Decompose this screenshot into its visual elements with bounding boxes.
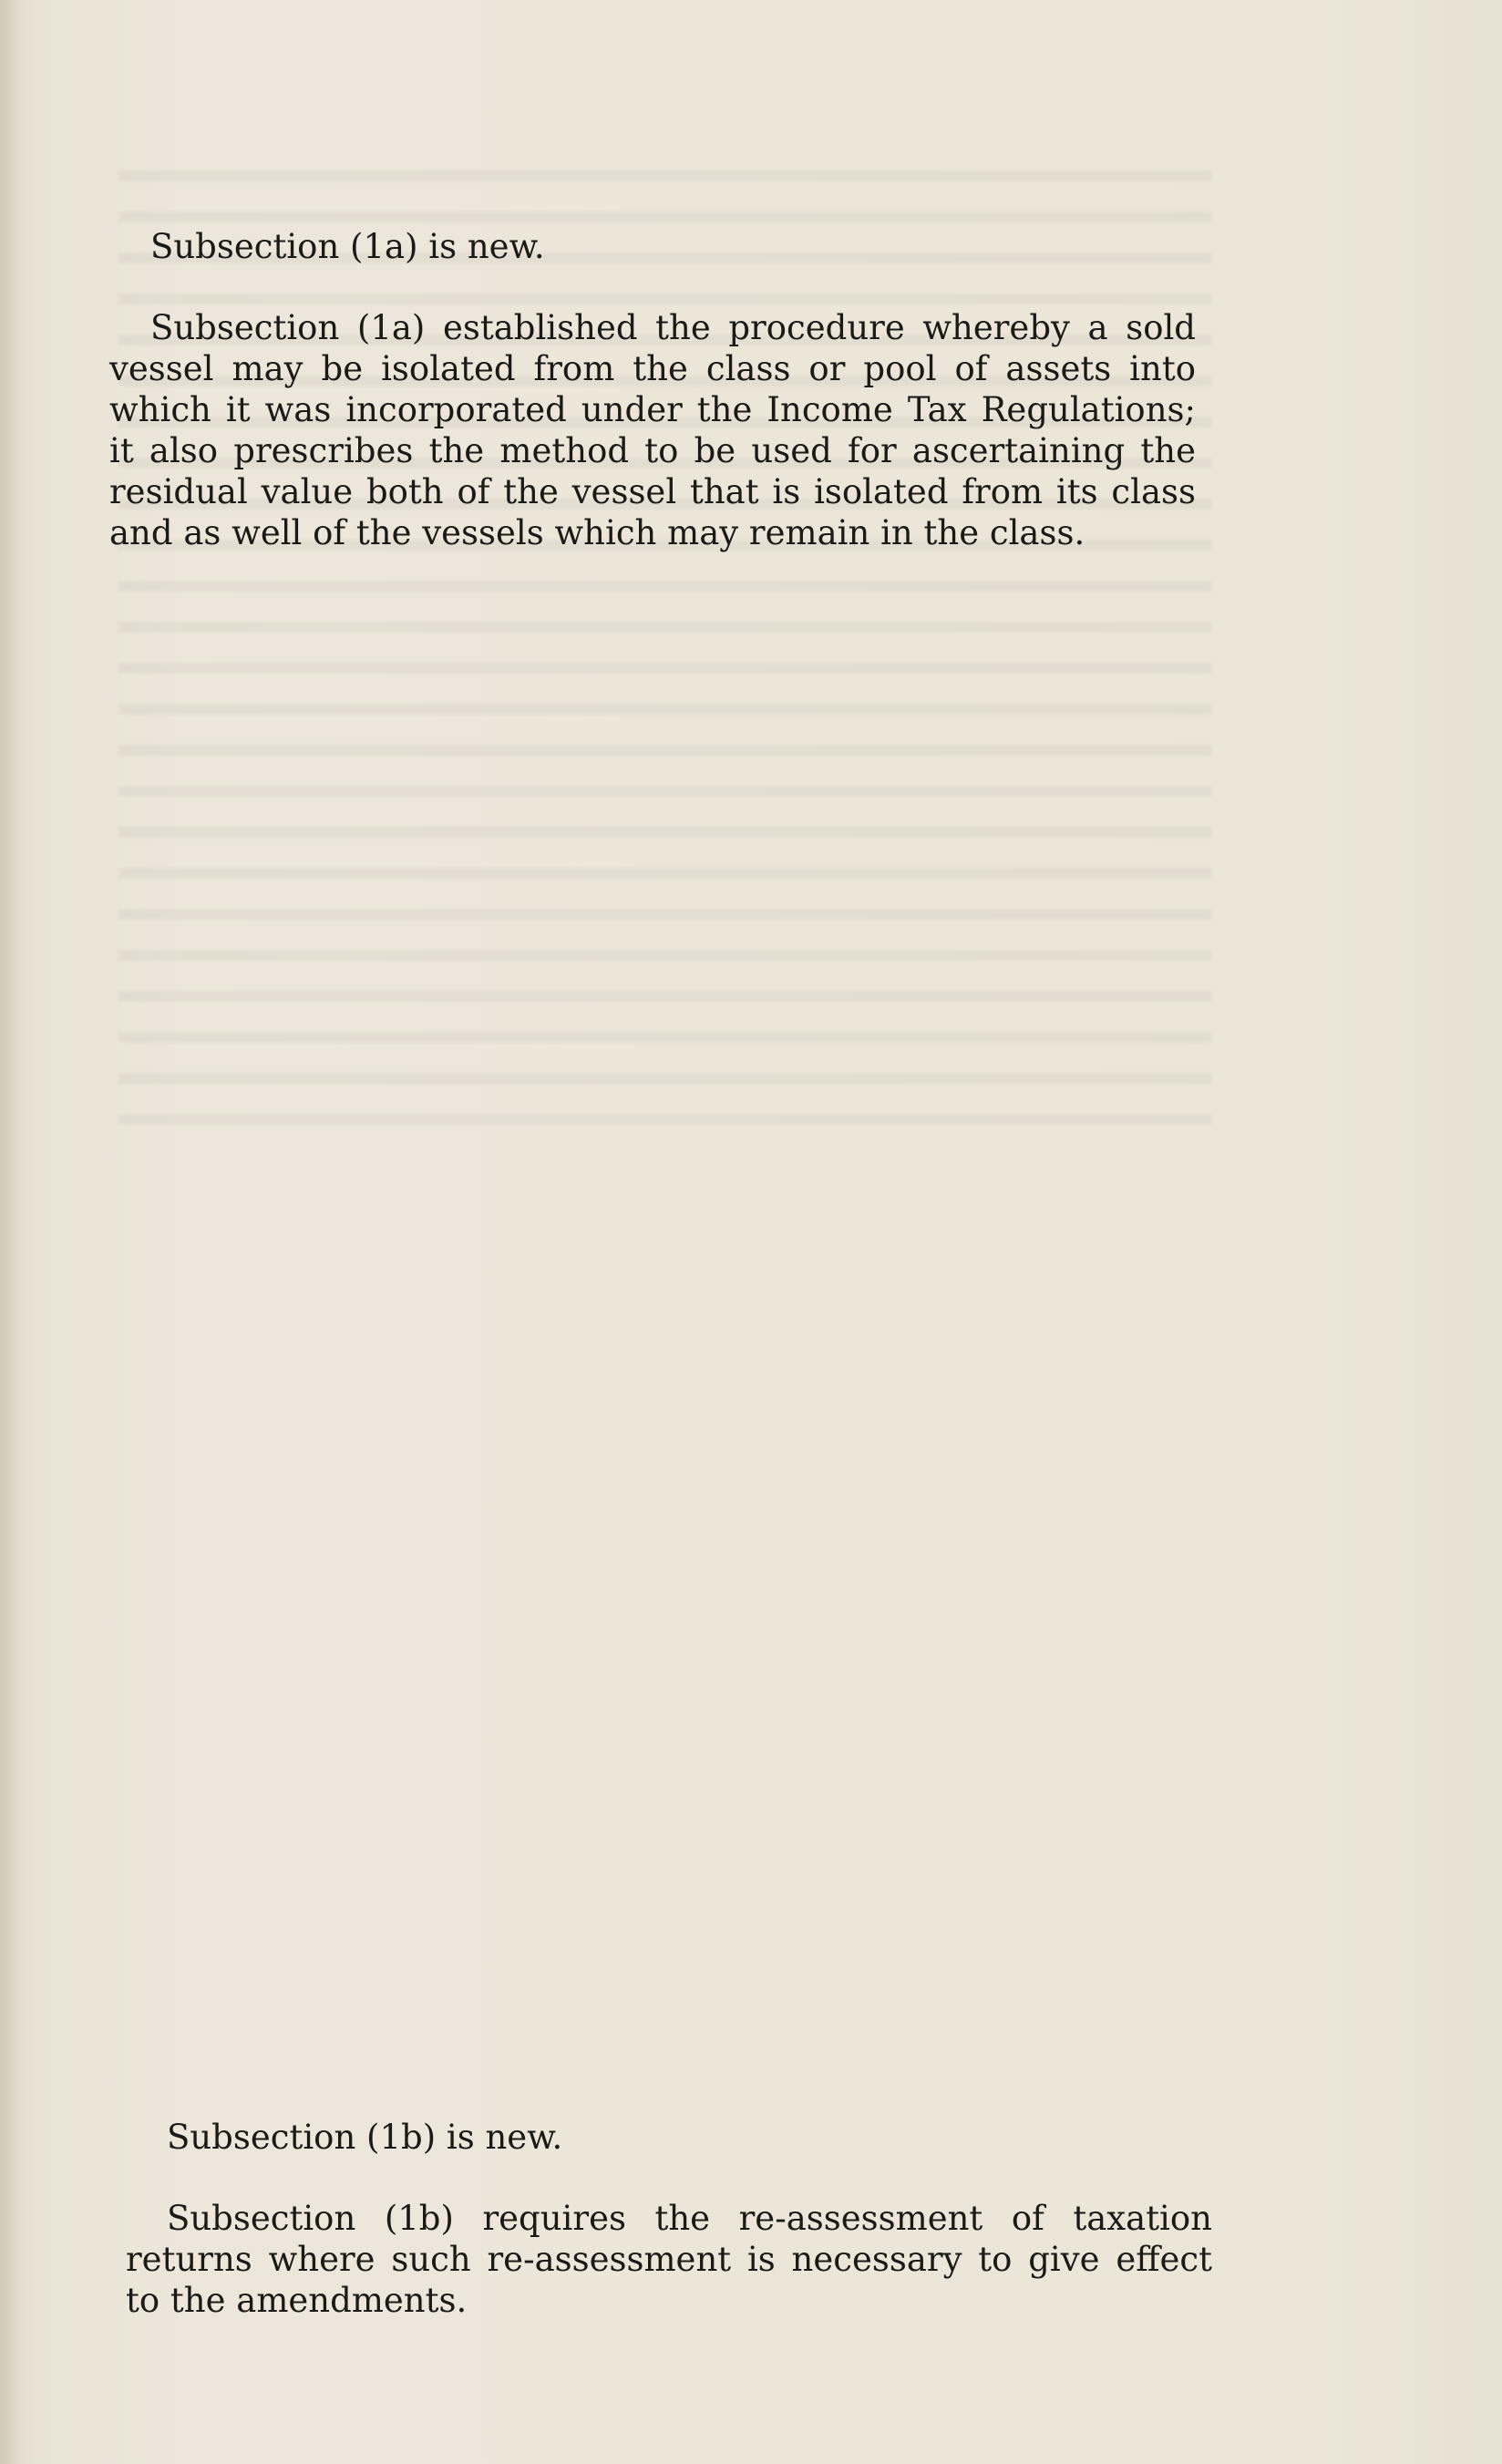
note-subsection-1a <box>109 226 1196 553</box>
note-heading: Subsection (1b) is new. <box>167 2118 563 2157</box>
page-edge-shadow <box>0 0 20 2464</box>
note-subsection-1b <box>126 2117 1212 2321</box>
note-heading: Subsection (1a) is new. <box>150 227 545 266</box>
note-paragraph: Subsection (1b) requires the re-assessment of taxation returns where such re-assessment is necessary to give effect to the amendments. <box>126 2199 1212 2320</box>
note-paragraph: Subsection (1a) established the procedure whereby a sold vessel may be isolated from the class or pool of assets into which it was incorporated under the Income Tax Regulations; it also prescribes the method to be used for ascertaining the residual value both of the vessel that is isolated from its class and as well of the vessels which may remain in the class. <box>109 308 1196 552</box>
